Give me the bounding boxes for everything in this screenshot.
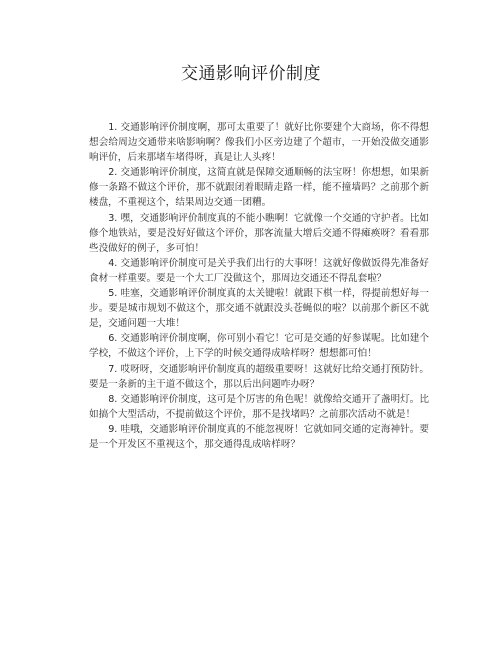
paragraph-3: 3. 嘿，交通影响评价制度真的不能小瞧啊！它就像一个交通的守护者。比如修个地铁站，要是没好好做这个评价，那客流量大增后交通不得瘫痪呀？看看那些没做好的例子，多可怕！ [89, 212, 429, 254]
paragraph-2: 2. 交通影响评价制度，这简直就是保障交通顺畅的法宝呀！你想想，如果新修一条路不做这个评价，那不就跟闭着眼睛走路一样，能不撞墙吗？之前那个新楼盘，不重视这个，结果周边交通一团糟。 [89, 167, 429, 209]
paragraph-1: 1. 交通影响评价制度啊，那可太重要了！就好比你要建个大商场，你不得想想会给周边交通带来啥影响啊？像我们小区旁边建了个超市，一开始没做交通影响评价，后来那堵车堵得呀，真是让人头疼！ [89, 122, 429, 164]
paragraph-5: 5. 哇塞，交通影响评价制度真的太关键啦！就跟下棋一样，得提前想好每一步。要是城市规划不做这个，那交通不就跟没头苍蝇似的啦？以前那个新区不就是，交通问题一大堆！ [89, 288, 429, 330]
paragraph-9: 9. 哇哦，交通影响评价制度真的不能忽视呀！它就如同交通的定海神针。要是一个开发区不重视这个，那交通得乱成啥样呀？ [89, 423, 429, 450]
paragraph-4: 4. 交通影响评价制度可是关乎我们出行的大事呀！这就好像做饭得先准备好食材一样重要。要是一个大工厂没做这个，那周边交通还不得乱套啦？ [89, 257, 429, 284]
paragraph-6: 6. 交通影响评价制度啊，你可别小看它！它可是交通的好参谋呢。比如建个学校，不做这个评价，上下学的时候交通得成啥样呀？想想都可怕！ [89, 333, 429, 360]
paragraph-8: 8. 交通影响评价制度，这可是个厉害的角色呢！就像给交通开了盏明灯。比如搞个大型活动，不提前做这个评价，那不是找堵吗？之前那次活动不就是！ [89, 393, 429, 420]
document-title: 交通影响评价制度 [181, 64, 321, 84]
document-body [89, 120, 429, 452]
paragraph-7: 7. 哎呀呀，交通影响评价制度真的超级重要呀！这就好比给交通打预防针。要是一条新的主干道不做这个，那以后出问题咋办呀？ [89, 363, 429, 390]
